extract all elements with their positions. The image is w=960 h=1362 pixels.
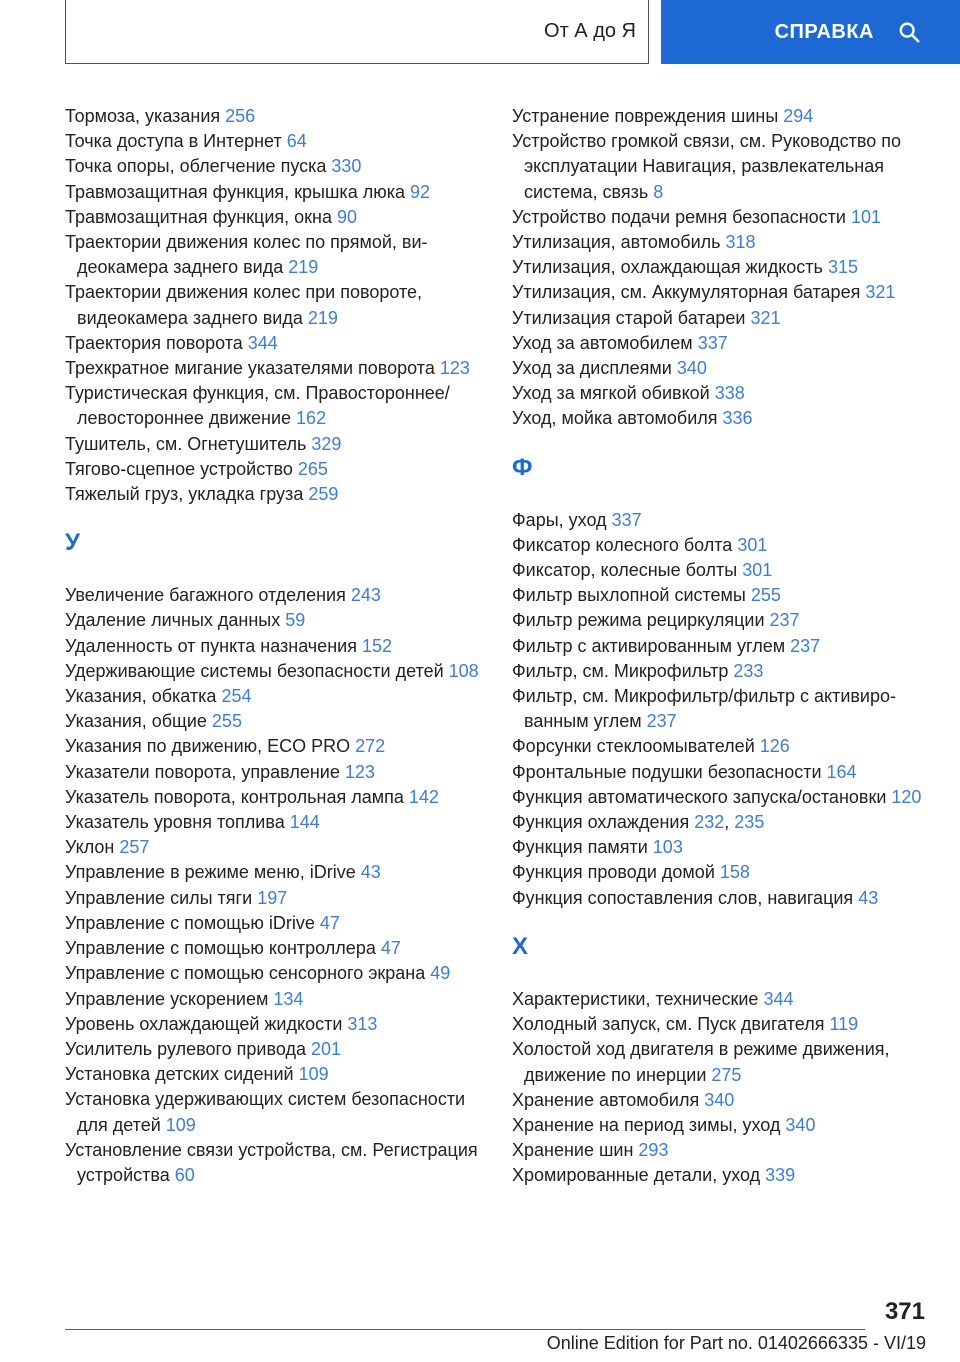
index-entry bbox=[512, 785, 932, 810]
index-entry-text: Уход, мойка автомобиля bbox=[512, 408, 723, 429]
page-link[interactable]: 232 bbox=[694, 812, 725, 833]
az-tab-label: От А до Я bbox=[544, 20, 636, 42]
index-entry bbox=[512, 1138, 932, 1163]
index-entry bbox=[65, 356, 495, 381]
index-entry-text: Хранение автомобиля bbox=[512, 1089, 705, 1110]
index-entry-text: Форсунки стеклоомывателей bbox=[512, 736, 760, 757]
index-entry-text: Утилизация старой батареи bbox=[512, 307, 751, 328]
page-link[interactable]: 237 bbox=[769, 610, 800, 631]
page-link[interactable]: 330 bbox=[331, 156, 362, 177]
index-entry bbox=[512, 129, 932, 205]
page-link[interactable]: 340 bbox=[704, 1089, 735, 1110]
index-entry bbox=[512, 331, 932, 356]
index-entry-text: Удаление личных данных bbox=[65, 610, 286, 631]
index-entry-text: Указатель уровня топлива bbox=[65, 812, 290, 833]
page-link[interactable]: 237 bbox=[646, 711, 677, 732]
index-entry-text: Фильтр, см. Микрофильтр bbox=[512, 660, 734, 681]
index-entry bbox=[65, 280, 495, 330]
index-entry bbox=[512, 734, 932, 759]
index-entry-text: Точка опоры, облегчение пуска bbox=[65, 156, 332, 177]
index-entry-text: Увеличение багажного отделения bbox=[65, 585, 351, 606]
page-link[interactable]: 315 bbox=[827, 257, 858, 278]
index-entry bbox=[65, 608, 495, 633]
index-entry bbox=[512, 1037, 932, 1087]
index-entry-text: Фронтальные подушки безопасности bbox=[512, 761, 827, 782]
page-link[interactable]: 257 bbox=[119, 837, 150, 858]
page-link[interactable]: 60 bbox=[174, 1164, 195, 1185]
az-tab[interactable] bbox=[65, 0, 649, 64]
index-entry-text: Устранение повреждения шины bbox=[512, 106, 784, 126]
page-link[interactable]: 108 bbox=[448, 660, 479, 681]
index-entry-text: Управление с помощью сенсорного экрана bbox=[65, 963, 431, 984]
index-entry bbox=[65, 734, 495, 759]
index-entry bbox=[512, 860, 932, 885]
index-entry bbox=[512, 280, 932, 305]
index-entry-text: Фильтр выхлопной системы bbox=[512, 585, 751, 606]
index-entry-text: Удерживающие системы безопасности детей bbox=[65, 660, 449, 681]
page-link[interactable]: 123 bbox=[439, 358, 470, 379]
index-entry bbox=[65, 154, 495, 179]
index-entry bbox=[65, 911, 495, 936]
page-number: 371 bbox=[884, 1298, 925, 1325]
index-entry-text: Функция охлаждения bbox=[512, 812, 695, 833]
index-entry-text: Тягово-сцепное устройство bbox=[65, 458, 298, 479]
index-entry-text: Характеристики, технические bbox=[512, 988, 764, 1009]
index-letter-heading: Ф bbox=[512, 453, 533, 481]
index-entry-text: Фильтр режима рециркуляции bbox=[512, 610, 770, 631]
page-link[interactable]: 43 bbox=[858, 887, 879, 908]
index-entry bbox=[65, 482, 495, 507]
search-icon bbox=[898, 21, 920, 43]
index-entry bbox=[65, 987, 495, 1012]
index-entry-text: Уход за автомобилем bbox=[512, 332, 698, 353]
index-entry bbox=[512, 356, 932, 381]
index-entry bbox=[512, 306, 932, 331]
page-link[interactable]: 219 bbox=[288, 257, 319, 278]
index-entry-text: Траектории движения колес при повороте, видеокамера заднего вида bbox=[65, 282, 423, 328]
index-entry-text: Травмозащитная функция, крышка люка bbox=[65, 181, 410, 202]
index-entry-text: Усилитель рулевого привода bbox=[65, 1038, 311, 1059]
help-tab-label: СПРАВКА bbox=[774, 20, 874, 43]
index-entry bbox=[65, 709, 495, 734]
page-link[interactable]: 275 bbox=[711, 1064, 742, 1085]
index-entry-text: Устройство подачи ремня безопасности bbox=[512, 206, 851, 227]
index-entry bbox=[512, 406, 932, 431]
page-link[interactable]: 256 bbox=[225, 106, 256, 126]
index-entry bbox=[512, 583, 932, 608]
page-link[interactable]: 272 bbox=[355, 736, 386, 757]
page-link[interactable]: 158 bbox=[719, 862, 750, 883]
index-entry bbox=[512, 533, 932, 558]
page-link[interactable]: 336 bbox=[722, 408, 753, 429]
page-link[interactable]: 329 bbox=[311, 433, 342, 454]
page-link[interactable]: 152 bbox=[361, 635, 392, 656]
page-link[interactable]: 301 bbox=[742, 560, 773, 581]
page-link[interactable]: 120 bbox=[891, 786, 922, 807]
footer-divider bbox=[65, 1329, 865, 1330]
index-entry bbox=[512, 255, 932, 280]
index-entry bbox=[512, 205, 932, 230]
index-entry bbox=[65, 936, 495, 961]
page-link[interactable]: 201 bbox=[310, 1038, 342, 1059]
index-entry-text: Фильтр с активированным углем bbox=[512, 635, 791, 656]
page-link[interactable]: 340 bbox=[785, 1114, 816, 1135]
index-entry bbox=[65, 583, 495, 608]
index-entry bbox=[65, 835, 495, 860]
footer-edition: Online Edition for Part no. 01402666335 - VI/19 bbox=[546, 1333, 926, 1353]
index-entry bbox=[512, 1163, 932, 1188]
page-link[interactable]: 8 bbox=[653, 181, 664, 202]
index-entry bbox=[65, 1012, 495, 1037]
index-entry-text: Указания, обкатка bbox=[65, 686, 222, 707]
page-link[interactable]: 237 bbox=[790, 635, 821, 656]
index-entry-text: Функция памяти bbox=[512, 837, 653, 858]
index-entry-text: Тяжелый груз, укладка груза bbox=[65, 484, 309, 505]
index-entry bbox=[65, 1062, 495, 1087]
index-entry-text: Фильтр, см. Микрофильтр/фильтр с активированным углем bbox=[512, 686, 897, 732]
page-link[interactable]: 144 bbox=[289, 812, 320, 833]
index-entry-text: Утилизация, см. Аккумуляторная батарея bbox=[512, 282, 866, 303]
page-link[interactable]: 301 bbox=[737, 534, 768, 555]
index-entry bbox=[65, 180, 495, 205]
index-entry-text: Функция сопоставления слов, навигация bbox=[512, 887, 859, 908]
index-entry-text: Управление с помощью iDrive bbox=[65, 912, 320, 933]
index-entry-text: Хромированные детали, уход bbox=[512, 1165, 766, 1186]
page-link[interactable]: 59 bbox=[285, 610, 306, 631]
index-entry bbox=[65, 104, 495, 129]
index-entry-text: Функция проводи домой bbox=[512, 862, 720, 883]
index-entry-text: Указатели поворота, управление bbox=[65, 761, 345, 782]
index-entry bbox=[512, 381, 932, 406]
index-entry bbox=[65, 1037, 495, 1062]
index-entry bbox=[65, 760, 495, 785]
index-entry bbox=[512, 608, 932, 633]
page-link[interactable]: 321 bbox=[865, 282, 896, 303]
page-link[interactable]: 255 bbox=[750, 585, 781, 606]
index-entry-text: Точка доступа в Интернет bbox=[65, 131, 287, 152]
page-link[interactable]: 123 bbox=[344, 761, 375, 782]
index-entry bbox=[512, 1113, 932, 1138]
page-link[interactable]: 233 bbox=[733, 660, 764, 681]
index-entry bbox=[65, 1138, 495, 1188]
index-entry bbox=[65, 381, 495, 431]
page-link[interactable]: 43 bbox=[360, 862, 381, 883]
page-link[interactable]: 235 bbox=[734, 812, 765, 833]
index-entry bbox=[512, 810, 932, 835]
index-entry-text: Уклон bbox=[65, 837, 120, 858]
page-separator: , bbox=[724, 812, 735, 833]
index-entry bbox=[65, 457, 495, 482]
index-entry bbox=[65, 230, 495, 280]
index-entry-text: Фиксатор колесного болта bbox=[512, 534, 738, 555]
index-entry bbox=[512, 684, 932, 734]
page-link[interactable]: 313 bbox=[347, 1013, 378, 1034]
index-entry-text: Травмозащитная функция, окна bbox=[65, 206, 337, 227]
page-link[interactable]: 47 bbox=[319, 912, 340, 933]
index-entry-text: Траектории движения колес по прямой, видеокамера заднего вида bbox=[65, 232, 428, 278]
page-link[interactable]: 64 bbox=[286, 131, 307, 152]
index-letter-heading: У bbox=[65, 529, 80, 557]
index-entry-text: Хранение шин bbox=[512, 1140, 639, 1161]
index-entry bbox=[65, 205, 495, 230]
page-link[interactable]: 338 bbox=[714, 383, 745, 404]
index-entry bbox=[65, 331, 495, 356]
help-tab[interactable] bbox=[661, 0, 960, 64]
index-entry bbox=[65, 432, 495, 457]
index-entry bbox=[65, 961, 495, 986]
page-link[interactable]: 47 bbox=[380, 938, 401, 959]
index-entry-text: Управление ускорением bbox=[65, 988, 274, 1009]
page-link[interactable]: 126 bbox=[759, 736, 790, 757]
index-entry bbox=[512, 1088, 932, 1113]
index-entry-text: Утилизация, автомобиль bbox=[512, 232, 726, 253]
index-entry-text: Указания, общие bbox=[65, 711, 212, 732]
index-entry-text: Трехкратное мигание указателями поворота bbox=[65, 358, 440, 379]
index-letter-heading: Х bbox=[512, 932, 529, 960]
index-entry-text: Тормоза, указания bbox=[65, 106, 226, 126]
page-link[interactable]: 49 bbox=[430, 963, 451, 984]
index-entry bbox=[65, 860, 495, 885]
page-link[interactable]: 243 bbox=[350, 585, 381, 606]
index-entry-text: Удаленность от пункта назначения bbox=[65, 635, 362, 656]
index-entry-text: Тушитель, см. Огнетушитель bbox=[65, 433, 312, 454]
index-entry-text: Утилизация, охлаждающая жидкость bbox=[512, 257, 828, 278]
page-link[interactable]: 339 bbox=[765, 1165, 796, 1186]
index-entry bbox=[512, 230, 932, 255]
index-entry-text: Уход за дисплеями bbox=[512, 358, 677, 379]
index-entry bbox=[65, 886, 495, 911]
index-entry bbox=[512, 760, 932, 785]
index-entry bbox=[512, 835, 932, 860]
index-entry bbox=[512, 1012, 932, 1037]
index-entry bbox=[512, 886, 932, 911]
index-entry-text: Установление связи устройства, см. Регистрация устройства bbox=[65, 1139, 478, 1185]
page-link[interactable]: 219 bbox=[307, 307, 338, 328]
page-link[interactable]: 134 bbox=[273, 988, 304, 1009]
index-entry-text: Холостой ход двигателя в режиме движения, движение по инерции bbox=[512, 1039, 890, 1085]
page-link[interactable]: 265 bbox=[297, 458, 328, 479]
page-link[interactable]: 109 bbox=[165, 1114, 196, 1135]
index-column-left bbox=[65, 104, 495, 1188]
page-link[interactable]: 101 bbox=[850, 206, 882, 227]
index-entry bbox=[65, 785, 495, 810]
index-entry-text: Установка удерживающих систем безопасности для детей bbox=[65, 1089, 466, 1135]
page-link[interactable]: 90 bbox=[337, 206, 358, 227]
page-link[interactable]: 103 bbox=[652, 837, 683, 858]
page-link[interactable]: 142 bbox=[408, 786, 439, 807]
index-entry-text: Уровень охлаждающей жидкости bbox=[65, 1013, 348, 1034]
index-entry-text: Управление с помощью контроллера bbox=[65, 938, 381, 959]
page-link[interactable]: 340 bbox=[676, 358, 707, 379]
index-entry-text: Управление в режиме меню, iDrive bbox=[65, 862, 361, 883]
index-entry-text: Указатель поворота, контрольная лампа bbox=[65, 786, 409, 807]
page-link[interactable]: 197 bbox=[257, 887, 288, 908]
index-entry-text: Функция автоматического запуска/остановки bbox=[512, 786, 892, 807]
index-entry bbox=[512, 558, 932, 583]
index-entry-text: Установка детских сидений bbox=[65, 1064, 299, 1085]
page-link[interactable]: 119 bbox=[829, 1014, 859, 1035]
index-entry-text: Фары, уход bbox=[512, 509, 612, 530]
index-entry-text: Фиксатор, колесные болты bbox=[512, 560, 743, 581]
page-link[interactable]: 344 bbox=[247, 332, 278, 353]
index-entry-text: Устройство громкой связи, см. Руководство по эксплуатации Навигация, развлекательная система, связь bbox=[512, 131, 902, 202]
page-link[interactable]: 318 bbox=[725, 232, 756, 253]
page-link[interactable]: 109 bbox=[298, 1064, 329, 1085]
index-entry-text: Туристическая функция, см. Правостороннее/левостороннее движение bbox=[65, 383, 450, 429]
page-link[interactable]: 162 bbox=[296, 408, 327, 429]
index-entry-text: Управление силы тяги bbox=[65, 887, 258, 908]
index-entry bbox=[65, 810, 495, 835]
index-entry-text: Указания по движению, ECO PRO bbox=[65, 736, 356, 757]
page-link[interactable]: 255 bbox=[211, 711, 242, 732]
page-link[interactable]: 321 bbox=[750, 307, 781, 328]
index-entry bbox=[65, 1087, 495, 1137]
index-entry bbox=[65, 659, 495, 684]
page-link[interactable]: 293 bbox=[638, 1140, 669, 1161]
index-entry bbox=[512, 659, 932, 684]
index-entry bbox=[65, 634, 495, 659]
index-column-right bbox=[512, 104, 932, 1189]
page-link[interactable]: 337 bbox=[611, 509, 642, 530]
index-entry bbox=[512, 508, 932, 533]
index-entry bbox=[65, 129, 495, 154]
page-link[interactable]: 294 bbox=[783, 106, 814, 126]
index-entry-text: Уход за мягкой обивкой bbox=[512, 383, 715, 404]
index-entry bbox=[512, 634, 932, 659]
page-link[interactable]: 259 bbox=[308, 484, 339, 505]
index-entry-text: Холодный запуск, см. Пуск двигателя bbox=[512, 1014, 830, 1035]
index-entry-text: Траектория поворота bbox=[65, 332, 248, 353]
page-link[interactable]: 92 bbox=[410, 181, 431, 202]
index-entry bbox=[512, 987, 932, 1012]
page-link[interactable]: 254 bbox=[221, 686, 252, 707]
page-link[interactable]: 164 bbox=[826, 761, 857, 782]
index-entry bbox=[512, 104, 932, 129]
index-entry bbox=[65, 684, 495, 709]
page-link[interactable]: 337 bbox=[697, 332, 728, 353]
index-entry-text: Хранение на период зимы, уход bbox=[512, 1114, 786, 1135]
page-link[interactable]: 344 bbox=[763, 988, 794, 1009]
